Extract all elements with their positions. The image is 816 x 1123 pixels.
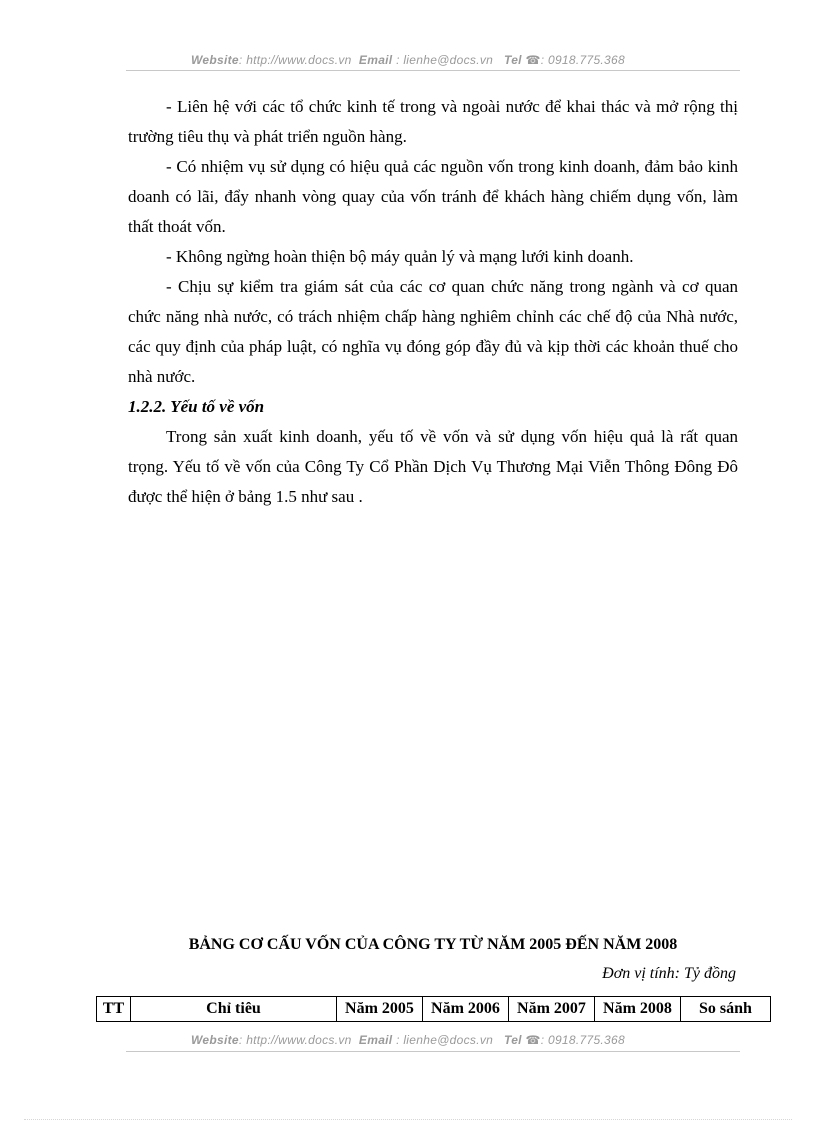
email-link[interactable]: : lienhe@docs.vn [392,1033,494,1047]
email-link[interactable]: : lienhe@docs.vn [392,53,494,67]
document-body [128,92,738,512]
tel-label: Tel [504,1033,522,1047]
table-header-cell: Năm 2007 [509,997,595,1022]
table-unit: Đơn vị tính: Tỷ đồng [602,965,736,982]
body-paragraph: - Liên hệ với các tổ chức kinh tế trong và ngoài nước để khai thác và mở rộng thị trường tiêu thụ và phát triển nguồn hàng. [128,97,738,146]
email-label: Email [358,53,393,67]
table-header-cell: TT [97,997,131,1022]
page-footer [0,1033,816,1047]
tel-value: : 0918.775.368 [540,53,625,67]
email-label: Email [358,1033,393,1047]
page-header [0,53,816,67]
section-paragraph: Trong sản xuất kinh doanh, yếu tố về vốn và sử dụng vốn hiệu quả là rất quan trọng. Yếu tố về vốn của Công Ty Cổ Phần Dịch Vụ Thương Mại Viễn Thông Đông Đô được thể hiện ở bảng 1.5 như sau . [128,427,738,506]
page-edge-divider [24,1119,792,1120]
capital-structure-table [96,996,771,1022]
website-label: Website [191,53,239,67]
body-paragraph: - Không ngừng hoàn thiện bộ máy quản lý và mạng lưới kinh doanh. [166,247,634,266]
header-divider [126,70,740,71]
table-header-cell: Năm 2008 [595,997,681,1022]
body-paragraph: - Chịu sự kiểm tra giám sát của các cơ quan chức năng trong ngành và cơ quan chức năng nhà nước, có trách nhiệm chấp hàng nghiêm chỉnh các chế độ của Nhà nước, các quy định của pháp luật, có nghĩa vụ đóng góp đầy đủ và kịp thời các khoản thuế cho nhà nước. [128,277,738,386]
tel-value: : 0918.775.368 [540,1033,625,1047]
section-heading: 1.2.2. Yếu tố về vốn [128,397,265,416]
table-header-row [97,997,771,1022]
tel-label: Tel [504,53,522,67]
table-header-cell: Năm 2006 [423,997,509,1022]
phone-icon: ☎ [525,1033,541,1047]
website-link[interactable]: : http://www.docs.vn [238,53,352,67]
table-header-cell: So sánh [681,997,771,1022]
table-header-cell: Chỉ tiêu [131,997,337,1022]
body-paragraph: - Có nhiệm vụ sử dụng có hiệu quả các nguồn vốn trong kinh doanh, đảm bảo kinh doanh có lãi, đẩy nhanh vòng quay của vốn tránh để khách hàng chiếm dụng vốn, làm thất thoát vốn. [128,157,738,236]
website-label: Website [191,1033,239,1047]
footer-divider [126,1051,740,1052]
phone-icon: ☎ [525,53,541,67]
table-title: BẢNG CƠ CẤU VỐN CỦA CÔNG TY TỪ NĂM 2005 ĐẾN NĂM 2008 [188,936,678,953]
table-header-cell: Năm 2005 [337,997,423,1022]
website-link[interactable]: : http://www.docs.vn [238,1033,352,1047]
